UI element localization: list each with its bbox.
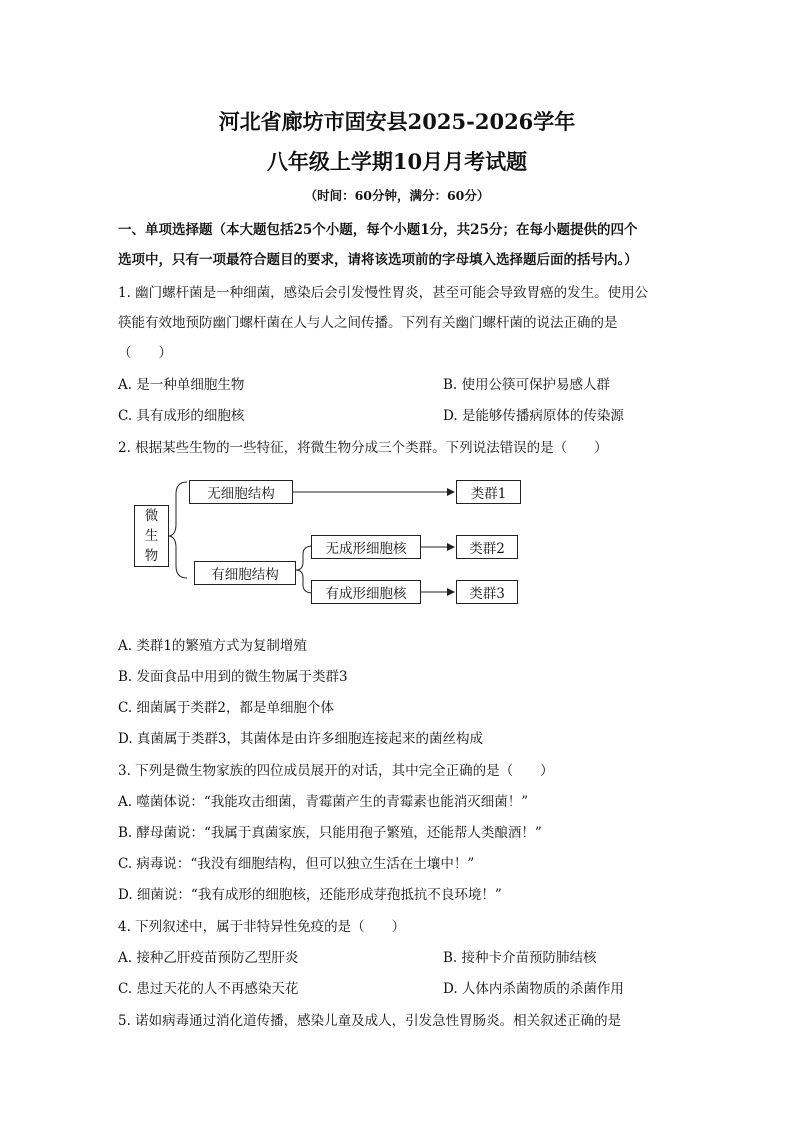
has-cell-structure-box: 有细胞结构 (194, 561, 296, 585)
q1-option-c: C. 具有成形的细胞核 (118, 408, 245, 424)
q1-option-b: B. 使用公筷可保护易感人群 (443, 377, 611, 393)
q4-option-d: D. 人体内杀菌物质的杀菌作用 (443, 981, 624, 997)
section-heading-line-2: 选项中，只有一项最符合题目的要求，请将该选项前的字母填入选择题后面的括号内。） (118, 252, 638, 268)
q3-stem: 3. 下列是微生物家族的四位成员展开的对话，其中完全正确的是（ ） (118, 763, 554, 779)
q3-option-c: C. 病毒说：“我没有细胞结构，但可以独立生活在土壤中！” (118, 856, 475, 872)
q3-option-d: D. 细菌说：“我有成形的细胞核，还能形成芽孢抵抗不良环境！” (118, 887, 502, 903)
q4-stem: 4. 下列叙述中，属于非特异性免疫的是（ ） (118, 919, 406, 935)
group-1-box: 类群1 (456, 480, 521, 504)
q3-option-a: A. 噬菌体说：“我能攻击细菌，青霉菌产生的青霉素也能消灭细菌！” (118, 794, 529, 810)
bracket-root (168, 482, 187, 578)
q4-option-b: B. 接种卡介苗预防肺结核 (443, 950, 597, 966)
q1-stem-line-2: 筷能有效地预防幽门螺杆菌在人与人之间传播。下列有关幽门螺杆菌的说法正确的是 (118, 315, 618, 331)
title-line-1: 河北省廊坊市固安县2025-2026学年 (218, 109, 576, 134)
no-nucleus-box: 无成形细胞核 (311, 535, 421, 559)
q2-option-c: C. 细菌属于类群2，都是单细胞个体 (118, 700, 335, 716)
q2-option-d: D. 真菌属于类群3，其菌体是由许多细胞连接起来的菌丝构成 (118, 731, 484, 747)
title-line-2: 八年级上学期10月月考试题 (266, 149, 528, 174)
q1-answer-blank: （ ） (118, 345, 172, 361)
q5-stem: 5. 诺如病毒通过消化道传播，感染儿童及成人，引发急性胃肠炎。相关叙述正确的是 (118, 1013, 622, 1029)
section-heading-line-1: 一、单项选择题（本大题包括25个小题，每个小题1分，共25分；在每小题提供的四个 (118, 222, 638, 238)
exam-subtitle: （时间：60分钟，满分：60分） (304, 188, 490, 203)
q4-option-a: A. 接种乙肝疫苗预防乙型肝炎 (118, 950, 299, 966)
q2-option-b: B. 发面食品中用到的微生物属于类群3 (118, 669, 348, 685)
group-3-box: 类群3 (456, 580, 518, 604)
has-nucleus-box: 有成形细胞核 (311, 580, 421, 604)
q3-option-b: B. 酵母菌说：“我属于真菌家族，只能用孢子繁殖，还能帮人类酿酒！” (118, 825, 542, 841)
q1-option-a: A. 是一种单细胞生物 (118, 377, 245, 393)
q1-option-d: D. 是能够传播病原体的传染源 (443, 408, 624, 424)
no-cell-structure-box: 无细胞结构 (189, 480, 293, 504)
q2-option-a: A. 类群1的繁殖方式为复制增殖 (118, 638, 307, 654)
q2-stem: 2. 根据某些生物的一些特征，将微生物分成三个类群。下列说法错误的是（ ） (118, 440, 608, 456)
root-char-3: 物 (144, 548, 159, 564)
root-char-1: 微 (144, 508, 159, 524)
group-2-box: 类群2 (456, 535, 518, 559)
root-char-2: 生 (144, 528, 159, 544)
q4-option-c: C. 患过天花的人不再感染天花 (118, 981, 299, 997)
q1-stem-line-1: 1. 幽门螺杆菌是一种细菌，感染后会引发慢性胃炎，甚至可能会导致胃癌的发生。使用公 (118, 285, 649, 301)
microorganism-box (134, 505, 169, 567)
